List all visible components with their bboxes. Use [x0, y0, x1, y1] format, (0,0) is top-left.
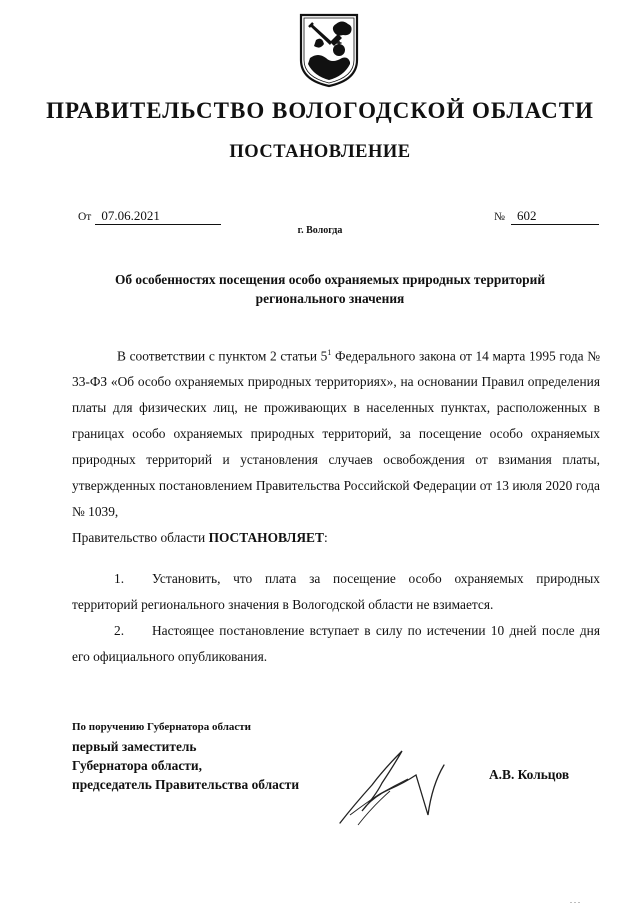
signer-line-4: председатель Правительства области: [72, 777, 300, 792]
corner-mark: ...: [570, 896, 582, 905]
item-text: Установить, что плата за посещение особо охраняемых природных территорий регионального значения в Вологодской области не взимается.: [72, 571, 600, 612]
intro-superscript: 1: [327, 348, 332, 357]
item-number: 2.: [114, 623, 125, 638]
intro-text-start: В соответствии с пунктом 2 статьи 5: [117, 348, 328, 364]
government-title: ПРАВИТЕЛЬСТВО ВОЛОГОДСКОЙ ОБЛАСТИ: [46, 98, 594, 123]
handwritten-signature: [332, 745, 457, 830]
list-item: [72, 618, 600, 670]
number-line: [494, 208, 599, 225]
number-value: 602: [511, 208, 599, 225]
document-type: ПОСТАНОВЛЕНИЕ: [229, 142, 411, 162]
number-label: №: [494, 211, 505, 223]
coat-of-arms-icon: [298, 12, 360, 88]
city-label: г. Вологда: [297, 225, 343, 236]
intro-paragraph: [72, 340, 600, 551]
item-number: 1.: [114, 571, 125, 586]
resolve-tail: :: [323, 530, 328, 546]
signer-line-3: Губернатора области,: [72, 758, 202, 773]
resolve-word: ПОСТАНОВЛЯЕТ: [208, 530, 324, 546]
intro-text-rest: Федерального закона от 14 марта 1995 года № 33-ФЗ «Об особо охраняемых природных территориях», на основании Правил определения платы для физических лиц, не проживающих в населенных пунктах, расположенных в границах особо охраняемых природных территорий, за посещение особо охраняемых природных территорий и установления случаев освобождения от взимания платы, утвержденных постановлением Правительства Российской Федерации от 13 июля 2020 года № 1039,: [72, 348, 600, 520]
signer-line-2: первый заместитель: [72, 739, 197, 754]
resolve-lead: Правительство области: [72, 530, 209, 546]
signer-line-1: По поручению Губернатора области: [72, 721, 252, 733]
signer-block: [72, 718, 299, 794]
date-value: 07.06.2021: [95, 208, 221, 225]
item-text: Настоящее постановление вступает в силу по истечении 10 дней после дня его официального опубликования.: [72, 623, 600, 664]
list-item: [72, 566, 600, 618]
date-label: От: [78, 211, 92, 223]
date-line: [78, 208, 221, 225]
signer-name: А.В. Кольцов: [489, 767, 570, 782]
document-subject: Об особенностях посещения особо охраняемых природных территорий регионального значения: [114, 272, 546, 306]
